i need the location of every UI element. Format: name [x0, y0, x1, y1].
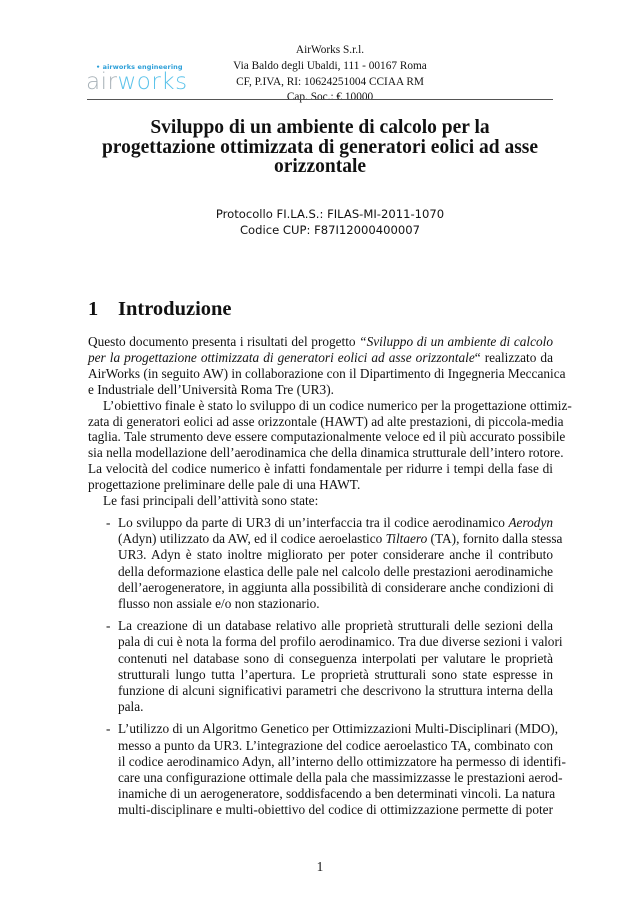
text-line [118, 596, 553, 612]
page-number: 1 [316, 859, 324, 874]
title-line: orizzontale [273, 156, 367, 177]
section-title: Introduzione [118, 298, 232, 320]
company-address: Via Baldo degli Ubaldi, 111 - 00167 Roma [233, 59, 427, 72]
text-span: messo a punto da UR3. L’integrazione del codice aeroelastico TA, combinato con [118, 737, 553, 753]
text-span: il codice aerodinamico Adyn, all’interno dello ottimizzatore ha permesso di identifi- [118, 753, 566, 769]
text-span: progettazione preliminare delle pale di una HAWT. [88, 477, 361, 493]
text-span: della deformazione elastica delle pale nel calcolo delle prestazioni aerodinamiche [118, 563, 553, 579]
text-line [118, 738, 553, 754]
text-span: pala di cui è nota la forma del profilo aerodinamico. Tra due diverse sezioni i valori [118, 634, 563, 650]
text-span: Questo documento presenta i risultati del progetto [88, 334, 360, 349]
text-line [118, 618, 553, 634]
text-span: La velocità del codice numerico è infatti fondamentale per ridurre i tempi della fase di [88, 461, 553, 477]
list-bullet: - [106, 515, 111, 530]
text-span: e Industriale dell’Università Roma Tre (UR3). [88, 381, 334, 397]
text-span: L’obiettivo finale è stato lo sviluppo di un codice numerico per la progettazione ottimiz- [103, 397, 572, 413]
text-span: “ realizzato da [474, 349, 553, 365]
italic-text: per la progettazione ottimizzata di generatori eolici ad asse orizzontale [88, 349, 475, 365]
text-span: Le fasi principali dell’attività sono state: [103, 493, 319, 508]
text-span: strutturali lungo tutta l’apertura. Le proprietà strutturali sono state espresse in [118, 666, 553, 682]
logo-wordmark [86, 70, 188, 94]
text-line [118, 721, 559, 737]
company-name: AirWorks S.r.l. [295, 44, 365, 56]
text-line [118, 634, 563, 650]
italic-text: Tiltaero [385, 531, 428, 547]
text-span: taglia. Tale strumento deve essere computazionalmente veloce ed il più accurato possibile [88, 429, 566, 445]
text-span: L’utilizzo di un Algoritmo Genetico per Ottimizzazioni Multi-Disciplinari (MDO), [118, 721, 559, 737]
text-span: dell’aerogeneratore, in aggiunta alla possibilità di considerare anche condizioni di [118, 579, 554, 595]
italic-text: Aerodyn [508, 515, 553, 530]
text-line [118, 753, 566, 770]
text-line [103, 493, 553, 509]
text-span: AirWorks (in seguito AW) in collaborazione con il Dipartimento di Ingegneria Meccanica [88, 365, 566, 381]
text-line [103, 397, 572, 414]
logo-word-works: works [117, 69, 188, 95]
text-line [118, 515, 553, 531]
text-line [88, 477, 553, 493]
text-span: (Adyn) utilizzato da AW, ed il codice aeroelastico [118, 531, 386, 547]
company-registration: CF, P.IVA, RI: 10624251004 CCIAA RM [236, 75, 424, 88]
text-line [88, 445, 564, 461]
text-span: La creazione di un database relativo alle proprietà strutturali delle sezioni della [118, 618, 553, 634]
text-line [88, 429, 566, 445]
logo-tagline: • airworks engineering [96, 63, 183, 71]
company-capital: Cap. Soc.: € 10000 [286, 91, 374, 104]
list-bullet: - [106, 721, 111, 737]
header-rule [87, 99, 553, 100]
protocol-info [150, 206, 510, 238]
text-line [118, 770, 563, 786]
text-span: UR3. Adyn è stato inoltre migliorato per poter considerare anche il contributo [118, 547, 553, 563]
text-span: multi-disciplinare e multi-obiettivo del codice di ottimizzazione permette di poter [118, 802, 553, 818]
text-line [88, 350, 553, 366]
text-line [118, 564, 553, 580]
text-line [118, 683, 553, 699]
text-line [118, 580, 553, 596]
text-span: funzione di alcuni significativi parametri che descrivono la struttura interna della [118, 683, 553, 698]
text-span: inamiche di un aerogeneratore, soddisfacendo a ben determinati vincoli. La natura [118, 786, 556, 802]
cup-code: Codice CUP: F87I12000400007 [239, 223, 421, 237]
text-line [88, 365, 566, 382]
text-line [118, 802, 553, 818]
text-span: contenuti nel database sono di conseguenza interpolati per valutare le proprietà [118, 650, 553, 666]
company-header [200, 43, 460, 106]
text-line [118, 531, 563, 547]
text-line [88, 413, 564, 430]
list-bullet: - [106, 618, 111, 634]
text-span: sia nella modellazione dell’aerodinamica che della dinamica strutturale dell’intero rotore. [88, 445, 564, 461]
document-title [60, 118, 580, 177]
title-line: Sviluppo di un ambiente di calcolo per la [150, 117, 490, 138]
italic-text: “Sviluppo di un ambiente di calcolo [359, 334, 553, 349]
logo-word-air: air [86, 69, 118, 95]
section-heading [88, 298, 232, 321]
text-line [88, 382, 553, 398]
text-span: flusso non assiale e/o non stazionario. [118, 596, 320, 611]
airworks-logo [86, 63, 196, 97]
text-line [88, 461, 553, 477]
text-span: pala. [118, 699, 144, 715]
text-span: zata di generatori eolici ad asse orizzontale (HAWT) ad alte prestazioni, di piccola-media [88, 413, 564, 429]
text-line [118, 667, 553, 683]
title-line: progettazione ottimizzata di generatori eolici ad asse [101, 136, 539, 158]
protocol-number: Protocollo FI.LA.S.: FILAS-MI-2011-1070 [215, 207, 445, 221]
text-span: Lo sviluppo da parte di UR3 di un’interfaccia tra il codice aerodinamico [118, 515, 509, 530]
text-span: (TA), fornito dalla stessa [427, 531, 563, 547]
text-span: care una configurazione ottimale della pala che massimizzasse le prestazioni aerod- [118, 770, 563, 785]
section-number: 1 [88, 298, 99, 320]
text-line [118, 699, 553, 715]
text-line [88, 334, 553, 350]
text-line [118, 651, 553, 667]
text-line [118, 547, 553, 563]
text-line [118, 786, 556, 802]
